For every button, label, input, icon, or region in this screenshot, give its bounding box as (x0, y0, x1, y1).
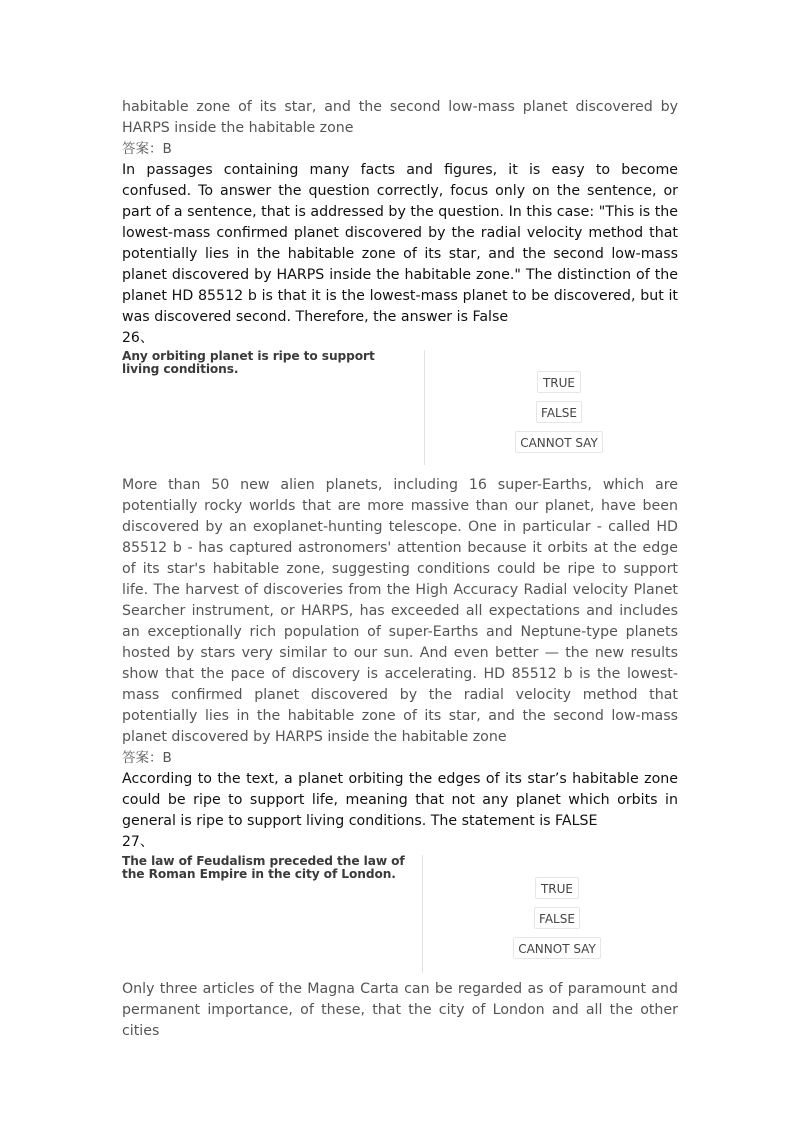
divider (424, 350, 425, 465)
passage-paragraph: Only three articles of the Magna Carta can be regarded as of paramount and permanent importance, of these, that the city of London and all the other cities (122, 981, 678, 1039)
answer-label: 答案：B (122, 750, 172, 766)
option-false-button[interactable]: FALSE (534, 907, 580, 929)
option-false-button[interactable]: FALSE (536, 401, 582, 423)
option-true-button[interactable]: TRUE (537, 371, 581, 393)
passage-continuation: habitable zone of its star, and the second low-mass planet discovered by HARPS inside the habitable zone (122, 99, 678, 136)
passage-paragraph: More than 50 new alien planets, including 16 super-Earths, which are potentially rocky worlds that are more massive than our planet, have been discovered by an exoplanet-hunting telescope. One in particular - called HD 85512 b - has captured astronomers' attention because it orbits at the edge of its star's habitable zone, suggesting conditions could be ripe to support life. The harvest of discoveries from the High Accuracy Radial velocity Planet Searcher instrument, or HARPS, has exceeded all expectations and includes an exceptionally rich population of super-Earths and Neptune-type planets hosted by stars very similar to our sun. And even better — the new results show that the pace of discovery is accelerating. HD 85512 b is the lowest-mass confirmed planet discovered by the radial velocity method that potentially lies in the habitable zone of its star, and the second low-mass planet discovered by HARPS inside the habitable zone (122, 477, 678, 745)
question-number: 26、 (122, 330, 154, 346)
question-statement: Any orbiting planet is ripe to support living conditions. (122, 349, 375, 376)
answer-label: 答案：B (122, 141, 172, 157)
question-number: 27、 (122, 834, 154, 850)
explanation-paragraph: According to the text, a planet orbiting the edges of its star’s habitable zone could be ripe to support life, meaning that not any planet which orbits in general is ripe to support living conditions. The statement is FALSE (122, 771, 678, 829)
option-cannot-say-button[interactable]: CANNOT SAY (515, 431, 603, 453)
option-cannot-say-button[interactable]: CANNOT SAY (513, 937, 601, 959)
question-26-card (122, 350, 602, 465)
question-27-card (122, 855, 602, 973)
divider (422, 855, 423, 973)
question-statement: The law of Feudalism preceded the law of the Roman Empire in the city of London. (122, 854, 405, 881)
option-true-button[interactable]: TRUE (535, 877, 579, 899)
explanation-paragraph: In passages containing many facts and figures, it is easy to become confused. To answer the question correctly, focus only on the sentence, or part of a sentence, that is addressed by the question. In this case: "This is the lowest-mass confirmed planet discovered by the radial velocity method that potentially lies in the habitable zone of its star, and the second low-mass planet discovered by HARPS inside the habitable zone." The distinction of the planet HD 85512 b is that it is the lowest-mass planet to be discovered, but it was discovered second. Therefore, the answer is False (122, 162, 678, 325)
